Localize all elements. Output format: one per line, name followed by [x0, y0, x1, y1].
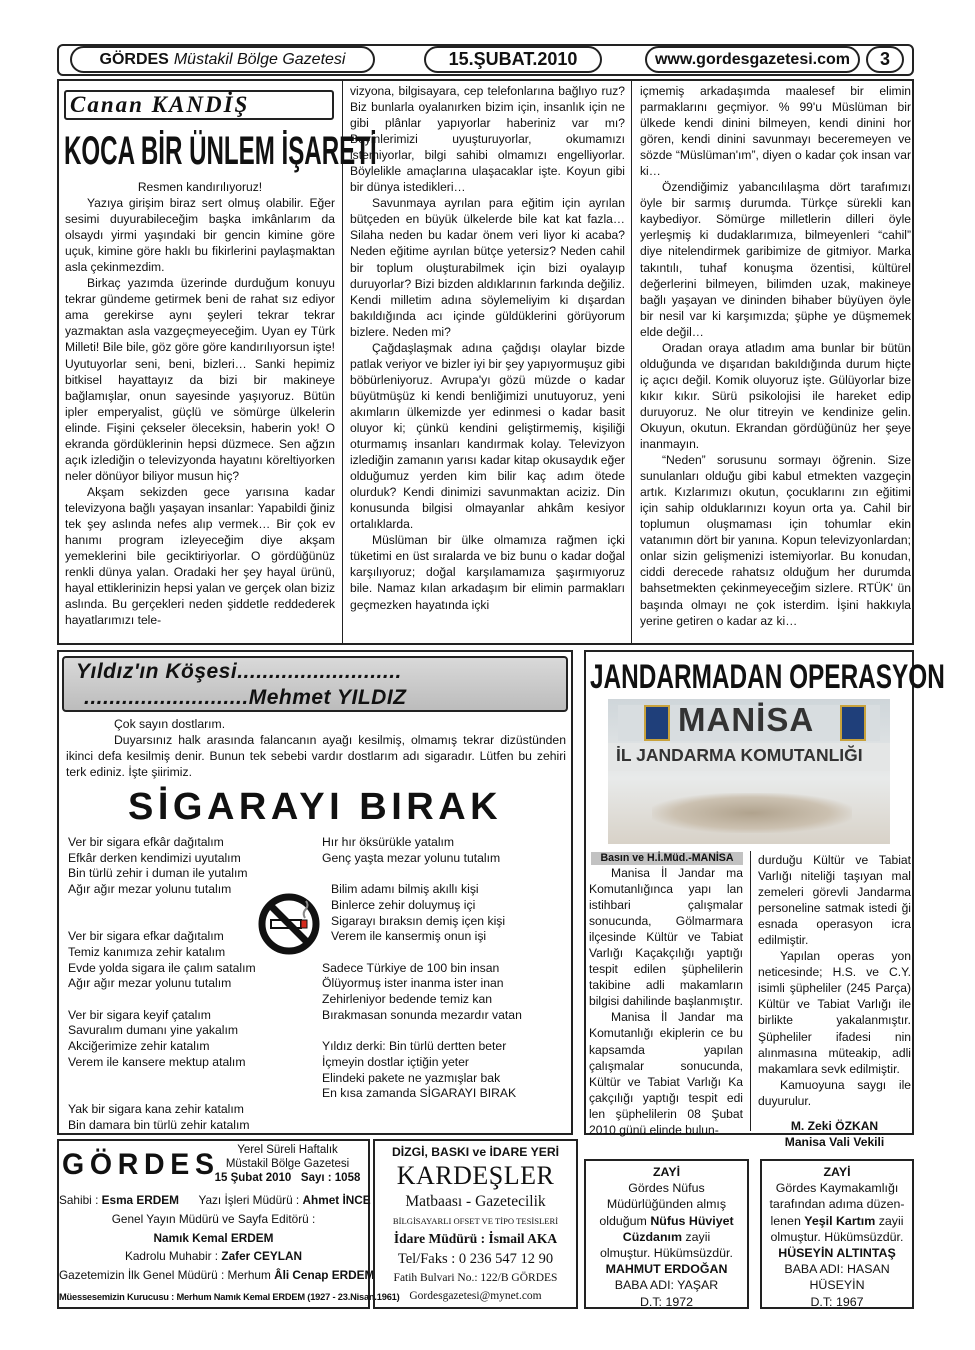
- printer-name: KARDEŞLER: [396, 1161, 555, 1190]
- author-box: [64, 90, 334, 120]
- poem-stanza-gap: [68, 1086, 318, 1102]
- masthead-issue: 15 Şubat 2010 Sayı : 1058: [214, 1172, 361, 1184]
- paragraph: Özendiğimiz yabancılılaşma dört tarafımızı öyle bir sarmış durumda. Türkçe sürekli kan kaybediyor. Sömürge milletlerin dilleri öyle yerleşmiş ki dudaklarımıza, bilmeyenleri “cahil” diye nitelendirmek garibimize de gitmiyor. Marka takıntılı, tuhaf konuşma özentisi, kültürel değerlerini bilmeyen, bilimden uzak, makineye bağlı yaşayan ve dininden bihaber büyüyen öyle bir nesil var ki karşımızda; şüphe ye düşmemek elde değil…: [640, 180, 911, 339]
- poem-line: Sadece Türkiye de 100 bin insan: [322, 960, 500, 975]
- paragraph: Çağdaşlaşmak adına çağdışı olaylar bizde patlak veriyor ve bizler iyi bir şey yapıyormuşuz gibi böbürleniyoruz. Avrupa'yı gözü müzde o kadar büyütmüşüz ki kendi benliğimizi unutuyoruz, yeni akımların ülkemizde yer edinmesi o kadar basit oluyor ki; çünkü kendini geliştirmemiş, kişiliği oturmamış insanları kandırmak kolay. Televizyon izlediğin zamanın yarısı kadar kitap okusaydık eğer olduğumuz yerden kim bilir kaç adım ötede olurduk? Kendi dinimizi savunmaktan aciziz. Din konusunda bilgisi olmayanlar ahkâm kesiyor ortalıklarda.: [350, 340, 625, 532]
- paragraph: içmemiş arkadaşımda maalesef bir elimin parmaklarını geçmiyor. % 99'u Müslüman bir ülkede kendi dinini bilmeyen, kendi dinini hor gören, kendi dinini savunmayı beceremeyen ve sözde “Müslüman'ım”, diyen o kadar çok insan var ki…: [640, 84, 911, 179]
- article-column-1: [65, 179, 335, 628]
- masthead-desc-1: Yerel Süreli Haftalık: [237, 1144, 338, 1156]
- zayi-father-name: BABA ADI: YAŞAR: [614, 1278, 719, 1293]
- poem-line: Evde yolda sigara ile çalım satalım: [68, 960, 256, 975]
- zayi-line: lenen: [770, 1213, 801, 1228]
- poem-line: Bin türlü zehir i duman ile yutalım: [68, 866, 248, 881]
- poem-line: Zehirleniyor bedende temiz kan: [322, 992, 493, 1006]
- jandarma-headline-wrap: [590, 655, 945, 699]
- poem-stanza-gap: [322, 945, 567, 961]
- signature-name: M. Zeki ÖZKAN: [790, 1119, 879, 1133]
- paragraph: durduğu Kültür ve Tabiat Varlığı niteliği taşıyan mal zemeleri görevli Jandarma personeline satmak istedi ği esnada operasyon icra edilmiştir.: [758, 853, 911, 948]
- artifacts-table: [652, 793, 852, 833]
- paper-description: Müstakil Bölge Gazetesi: [173, 50, 346, 68]
- article-column-2: [350, 83, 625, 613]
- printer-phone: Tel/Faks : 0 236 547 12 90: [397, 1251, 554, 1267]
- founder-line: Müessesemizin Kurucusu : Merhum Namık Kemal ERDEM (1927 - 23.Nisan.1961): [59, 1292, 400, 1302]
- zayi-line: Gördes Kaymakamlığı: [775, 1181, 899, 1196]
- emblem-icon: [840, 705, 866, 741]
- zayi-birth-date: D.T: 1972: [639, 1294, 694, 1309]
- paragraph: Kamuoyuna saygı ile duyurulur.: [758, 1077, 911, 1108]
- poem-line: Ağır ağır mezar yolunu tutalım: [68, 882, 232, 897]
- zayi-document: Nüfus Hüviyet: [650, 1213, 734, 1228]
- paragraph: Resmen kandırılıyoruz!: [137, 180, 263, 194]
- poem-line: Genç yaşta mezar yolunu tutalım: [322, 850, 501, 865]
- poem-line: Binlerce zehir doluymuş içi: [331, 897, 476, 912]
- poem-line: Verem ile kansere mektup atalım: [68, 1054, 246, 1069]
- zayi-birth-date: D.T: 1967: [810, 1294, 864, 1309]
- jandarma-headline: JANDARMADAN OPERASYON: [590, 658, 945, 696]
- zayi-father-name: BABA ADI: HASAN: [784, 1262, 890, 1277]
- poem-line: Bilim adamı bilmiş akıllı kişi: [331, 882, 479, 897]
- gd-name: Âli Cenap ERDEM: [274, 1268, 375, 1283]
- headline-wrap: [64, 129, 377, 173]
- jandarma-column-1: [589, 865, 743, 1138]
- printer-sub: Matbaası - Gazetecilik: [405, 1193, 546, 1210]
- paper-name: GÖRDES: [99, 50, 169, 68]
- poem-line: Bırakmasan sonunda mezardır vatan: [322, 1007, 522, 1022]
- zayi-person-name: MAHMUT ERDOĞAN: [605, 1262, 728, 1277]
- paragraph: “Neden” sorusunu sormayı öğrenin. Size sunulanları olduğu gibi kabul etmekten vazgeçin artık. Kızlarımızı okutun, çocuklarını zın eğitimi için sahip olduklarınızı koyun orta ya. Cahil bir toplumun oluşmaması için tohumlar ekin vatanımın dört bir yanına. Kopun televizyonlardan; onlar sizin gelişmenizi istemiyorlar. Bu konudan, ciddi derecede rahatsız olduğum her durumda bahsetmekten çekinmeyeceğim sizlere. RTÜK' ün başında olmayı ne çok isterdim. İşini hakkıyla yerine getiren o kadar az ki…: [640, 453, 911, 628]
- zayi-notice-2: [762, 1164, 912, 1310]
- author-name: Canan KANDİŞ: [70, 92, 250, 117]
- paragraph: Oradan oraya atladım ama bunlar bir bütün olduğunda ve dışarıdan bakıldığında durum hiçte iç açıcı değil. Komik oluyoruz işte. Gülüyorlar bize kıkır kıkır. Sürü psikolojisi ile hareket edip duruyoruz. Ne olur titreyin ve kendinize gelin. Okuyun, okutun. Ekrandan gördüğünüz her şeye inanmayın.: [640, 340, 911, 452]
- masthead-desc-2: Müstakil Bölge Gazetesi: [225, 1158, 350, 1170]
- paragraph: Yapılan operas yon neticesinde; H.S. ve C.Y. isimli şüpheliler (245 Parça) Kültür ve Tabiat Varlığı ile birlikte yakalanmıştır. Şüpheliler ifadesi nin alınmasına müteakip, adli makamlara sevk edilmiştir.: [758, 949, 911, 1076]
- no-smoking-icon: [258, 893, 320, 955]
- reporter-name: Zafer CEYLAN: [221, 1249, 303, 1264]
- reporter-label: Kadrolu Muhabir :: [124, 1249, 219, 1264]
- zayi-title: ZAYİ: [823, 1165, 851, 1179]
- paragraph: Akşam sekizden gece yarısına kadar televizyona bağlı yaşayan insanlar: Yapabildi ğiniz tek şey aslında nefes alıp vermek… Bir çok ev hanımı program izleyeceğim diye akşam yemeklerini bile geciktiriyorlar. O gördüğünüz renkli dünya yalan. Oradaki her şey hayal ürünü, hayal ettiklerinizin hepsi yalan ve gerçek olan biziz aslında. Bu gerçekleri neden şiddetle reddederek hayatlarımızı tele-: [65, 484, 335, 628]
- gm-name: Namık Kemal ERDEM: [153, 1230, 274, 1245]
- paragraph: Müslüman bir ülke olmamıza rağmen içki tüketimi en üst sıralarda ve biz bunu o kadar doğal karşılıyoruz; doğal karşılamamıza şaşırmıyoruz bile. Namaz kılan arkadaşım bir elimin parmakları geçmezken hayatında içki: [350, 533, 625, 612]
- poem-line: Savuralım dumanı yine yakalım: [68, 1023, 239, 1038]
- operation-photo: [608, 699, 890, 844]
- poem-right-column: [322, 835, 567, 1102]
- paragraph: vizyona, bilgisayara, cep telefonlarına bağlıyo ruz? Biz bunlarla oyalanırken bizim için, insanlık için ne gibi plânlar yapıyorlar haberiniz var mı? Beyinlerimizi uyuşturuyorlar, okumamızı istemiyorlar, bilgi sahibi olmamızı engelliyorlar. Böylelikle amaçlarına ulaşacaklar işte. Koyun gibi bir dünya istedikleri…: [350, 84, 625, 195]
- article-column-3: [640, 83, 911, 629]
- yildiz-greeting: Çok sayın dostlarım.: [114, 717, 226, 731]
- poem-line: Elindeki pakete ne yazmışlar bak: [322, 1070, 501, 1085]
- yildiz-title-line1: Yıldız'ın Köşesi..........................: [76, 660, 402, 683]
- zayi-notice-1: [586, 1164, 747, 1310]
- poem-stanza-gap: [68, 992, 318, 1008]
- printer-header: DİZGİ, BASKI ve İDARE YERİ: [391, 1145, 560, 1159]
- signature: [758, 1118, 911, 1150]
- signature-title: Manisa Vali Vekili: [784, 1135, 885, 1149]
- poem-line: Verem ile kansermiş onun işi: [331, 929, 487, 944]
- poem-line: Hır hır öksürükle yatalım: [322, 835, 455, 849]
- paragraph: Manisa İl Jandar ma Komutanlığı ekiplerin ce bu kapsamda yapılan çalışmalar sonucunda, Kültür ve Tabiat Varlığı Ka çakçılığı yaptığı tespit edi len şüphelilerin 08 Şubat 2010 günü elinde bulun-: [589, 1010, 743, 1137]
- poem-stanza-gap: [68, 1071, 318, 1087]
- editor-label: Yazı İşleri Müdürü :: [198, 1193, 300, 1207]
- zayi-document: Yeşil Kartım: [804, 1213, 876, 1228]
- yildiz-intro-text: Duyarsınız halk arasında falancanın ayağı kesilmiş, olmamış tekrar dizüstünden ikinci defa kesilmiş denir. Bunun tek sebebi vardır dostlarım adı sigaradır. Lütfen bu zehiri terk ediniz. İşte şiirimiz.: [66, 733, 566, 779]
- poem-line: Sigarayı bıraksın demiş içen kişi: [331, 913, 506, 928]
- owner-label: Sahibi :: [59, 1193, 99, 1207]
- masthead-desc: [205, 1143, 370, 1185]
- website-link[interactable]: www.gordesgazetesi.com: [645, 46, 860, 73]
- page-number: 3: [866, 46, 904, 73]
- zayi-line: olmuştur. Hükümsüzdür.: [600, 1246, 733, 1261]
- zayi-document: Cüzdanım: [622, 1229, 682, 1244]
- paragraph: Savunmaya ayrılan para eğitim için ayrılan bütçeden en büyük ülkelerde bile kat kat fazla… Silaha neden bu kadar önem veri liyor ki acaba? Neden eğitime ayrılan bütçe yetersiz? Neden cahil bir toplum oluşturabilmek için bizi oyalayıp duruyorlar? Bizi bizden aldıklarının farkında değiliz. Kendi milletim adına söylemeliyim ki dışardan bakıldığında acı içinde güldüklerini görüyorum bizlere. Neden mi?: [350, 196, 625, 339]
- paragraph: Yazıya girişim biraz sert olmuş olabilir. Eğer sesimi duyurabileceğim başka imkânlarım da olsaydı yirmi yaşındaki bir gencin kimine göre uçuk, kimine göre haklı bu fikirlerini paylaşmaktan asla çekinmezdim.: [65, 196, 335, 275]
- photo-sign-manisa: MANİSA: [678, 701, 815, 738]
- poem-line: Ver bir sigara efkar dağıtalım: [68, 929, 224, 944]
- article-headline: KOCA BİR ÜNLEM İŞARETİ: [64, 129, 377, 173]
- emblem-icon: [644, 705, 670, 741]
- yildiz-title-box: [62, 656, 568, 712]
- poem-line: Efkâr derken kendimizi uyutalım: [68, 850, 241, 865]
- zayi-person-name: HÜSEYİN ALTINTAŞ: [778, 1246, 896, 1261]
- gm-label: Genel Yayın Müdürü ve Sayfa Editörü :: [111, 1211, 316, 1226]
- printer-address: Fatih Bulvari No.: 122/B GÖRDES: [393, 1272, 558, 1284]
- printer-services: BİLGİSAYARLI OFSET VE TİPO TESİSLERİ: [392, 1216, 559, 1226]
- jandarma-column-2: [758, 852, 911, 1109]
- zayi-line: zayii: [685, 1229, 711, 1244]
- poem-line: Ver bir sigara keyif çatalım: [68, 1007, 211, 1022]
- poem-line: Ölüyormuş ister inanma ister inan: [322, 976, 504, 991]
- editor-name: Ahmet İNCE: [302, 1193, 371, 1207]
- zayi-line: olmuştur. Hükümsüzdür.: [770, 1229, 904, 1244]
- poem-line: Ağır ağır mezar yolunu tutalım: [68, 976, 232, 991]
- gd-label: Gazetemizin İlk Genel Müdürü : Merhum: [59, 1268, 271, 1283]
- paragraph: Manisa İl Jandar ma Komutanlığınca yapı lan istihbari çalışmalar sonucunda, Gölmarmara ilçesinde Kültür ve Tabiat Varlığı Kaçakçılığı yaptığı tespit edilen şüphelilerin takibine adli makamların bilgisi dahilinde başlanmıştır.: [589, 866, 743, 1009]
- printer-email[interactable]: Gordesgazetesi@mynet.com: [409, 1290, 542, 1302]
- zayi-line: olduğum: [599, 1213, 647, 1228]
- zayi-line: Gördes Nüfus: [628, 1181, 705, 1196]
- poem-line: Yak bir sigara kana zehir katalım: [68, 1101, 244, 1116]
- poem-line: En kısa zamanda SİGARAYI BIRAK: [322, 1086, 517, 1101]
- poem-left-column: [68, 835, 318, 1133]
- yildiz-intro: [66, 716, 566, 780]
- photo-sign-komutanlik: İL JANDARMA KOMUTANLIĞI: [616, 745, 863, 765]
- column-divider: [750, 851, 751, 1131]
- paper-title-pill: [70, 46, 375, 73]
- photo-caption: Basın ve H.İ.Müd.-MANİSA: [591, 852, 743, 865]
- poem-line: Yıldız derki: Bin türlü dertten beter: [322, 1039, 507, 1054]
- yildiz-title-line2: ..........................Mehmet YILDIZ: [84, 686, 407, 709]
- zayi-father-name: HÜSEYİN: [809, 1278, 865, 1293]
- owner-name: Esma ERDEM: [101, 1193, 180, 1207]
- printer-manager: İdare Müdürü : İsmail AKA: [393, 1231, 558, 1246]
- zayi-line: Müdürlüğünden almış: [606, 1197, 727, 1212]
- poem-line: İçmeyin dostlar içtiğin yeter: [322, 1054, 469, 1069]
- issue-date: 15.ŞUBAT.2010: [424, 46, 602, 73]
- poem-line: Temiz kanımıza zehir katalım: [68, 944, 226, 959]
- poem-title: SİGARAYI BIRAK: [128, 786, 503, 828]
- poem-line: Bin damara bin türlü zehir katalım: [68, 1117, 250, 1132]
- zayi-title: ZAYİ: [652, 1165, 681, 1179]
- paragraph: Birkaç yazımda üzerinde durduğum konuyu tekrar gündeme getirmek beni de rahat sız ediyor ama gerekirse aynı şeyleri tekrar tekrar yazmaktan asla vazgeçmeyeceğim. Uyan ey Türk Milleti! Bile bile, göz göre göre kandırılıyorsun işte! Uyutuyorlar seni, beni, bizleri… Sanki hepimiz bitkisel hayattayız da bizi bir makineye bağlamışlar, onun sayesinde yaşıyoruz. Bütün ipler emperyalist, güçlü ve sömürge ülkelerin elinde. Fişini çekseler öleceksin, haberin yok! O ekranda gördüklerinin hepsi düzmece. Sen ağzın açık izlediğin o televizyonda hayatını köreltiyorken neler dönüyor biliyor musun hiç?: [65, 276, 335, 483]
- poem-line: Akciğerimize zehir katalım: [68, 1039, 210, 1054]
- column-divider: [631, 81, 632, 643]
- poem-stanza-gap: [322, 1023, 567, 1039]
- zayi-line: zayii: [878, 1213, 904, 1228]
- masthead-name: GÖRDES: [62, 1148, 220, 1181]
- poem-stanza-gap: [322, 866, 567, 882]
- poem-line: Ver bir sigara efkâr dağıtalım: [68, 835, 224, 849]
- zayi-line: tarafından adıma düzen-: [769, 1197, 905, 1212]
- masthead-staff: [59, 1191, 375, 1285]
